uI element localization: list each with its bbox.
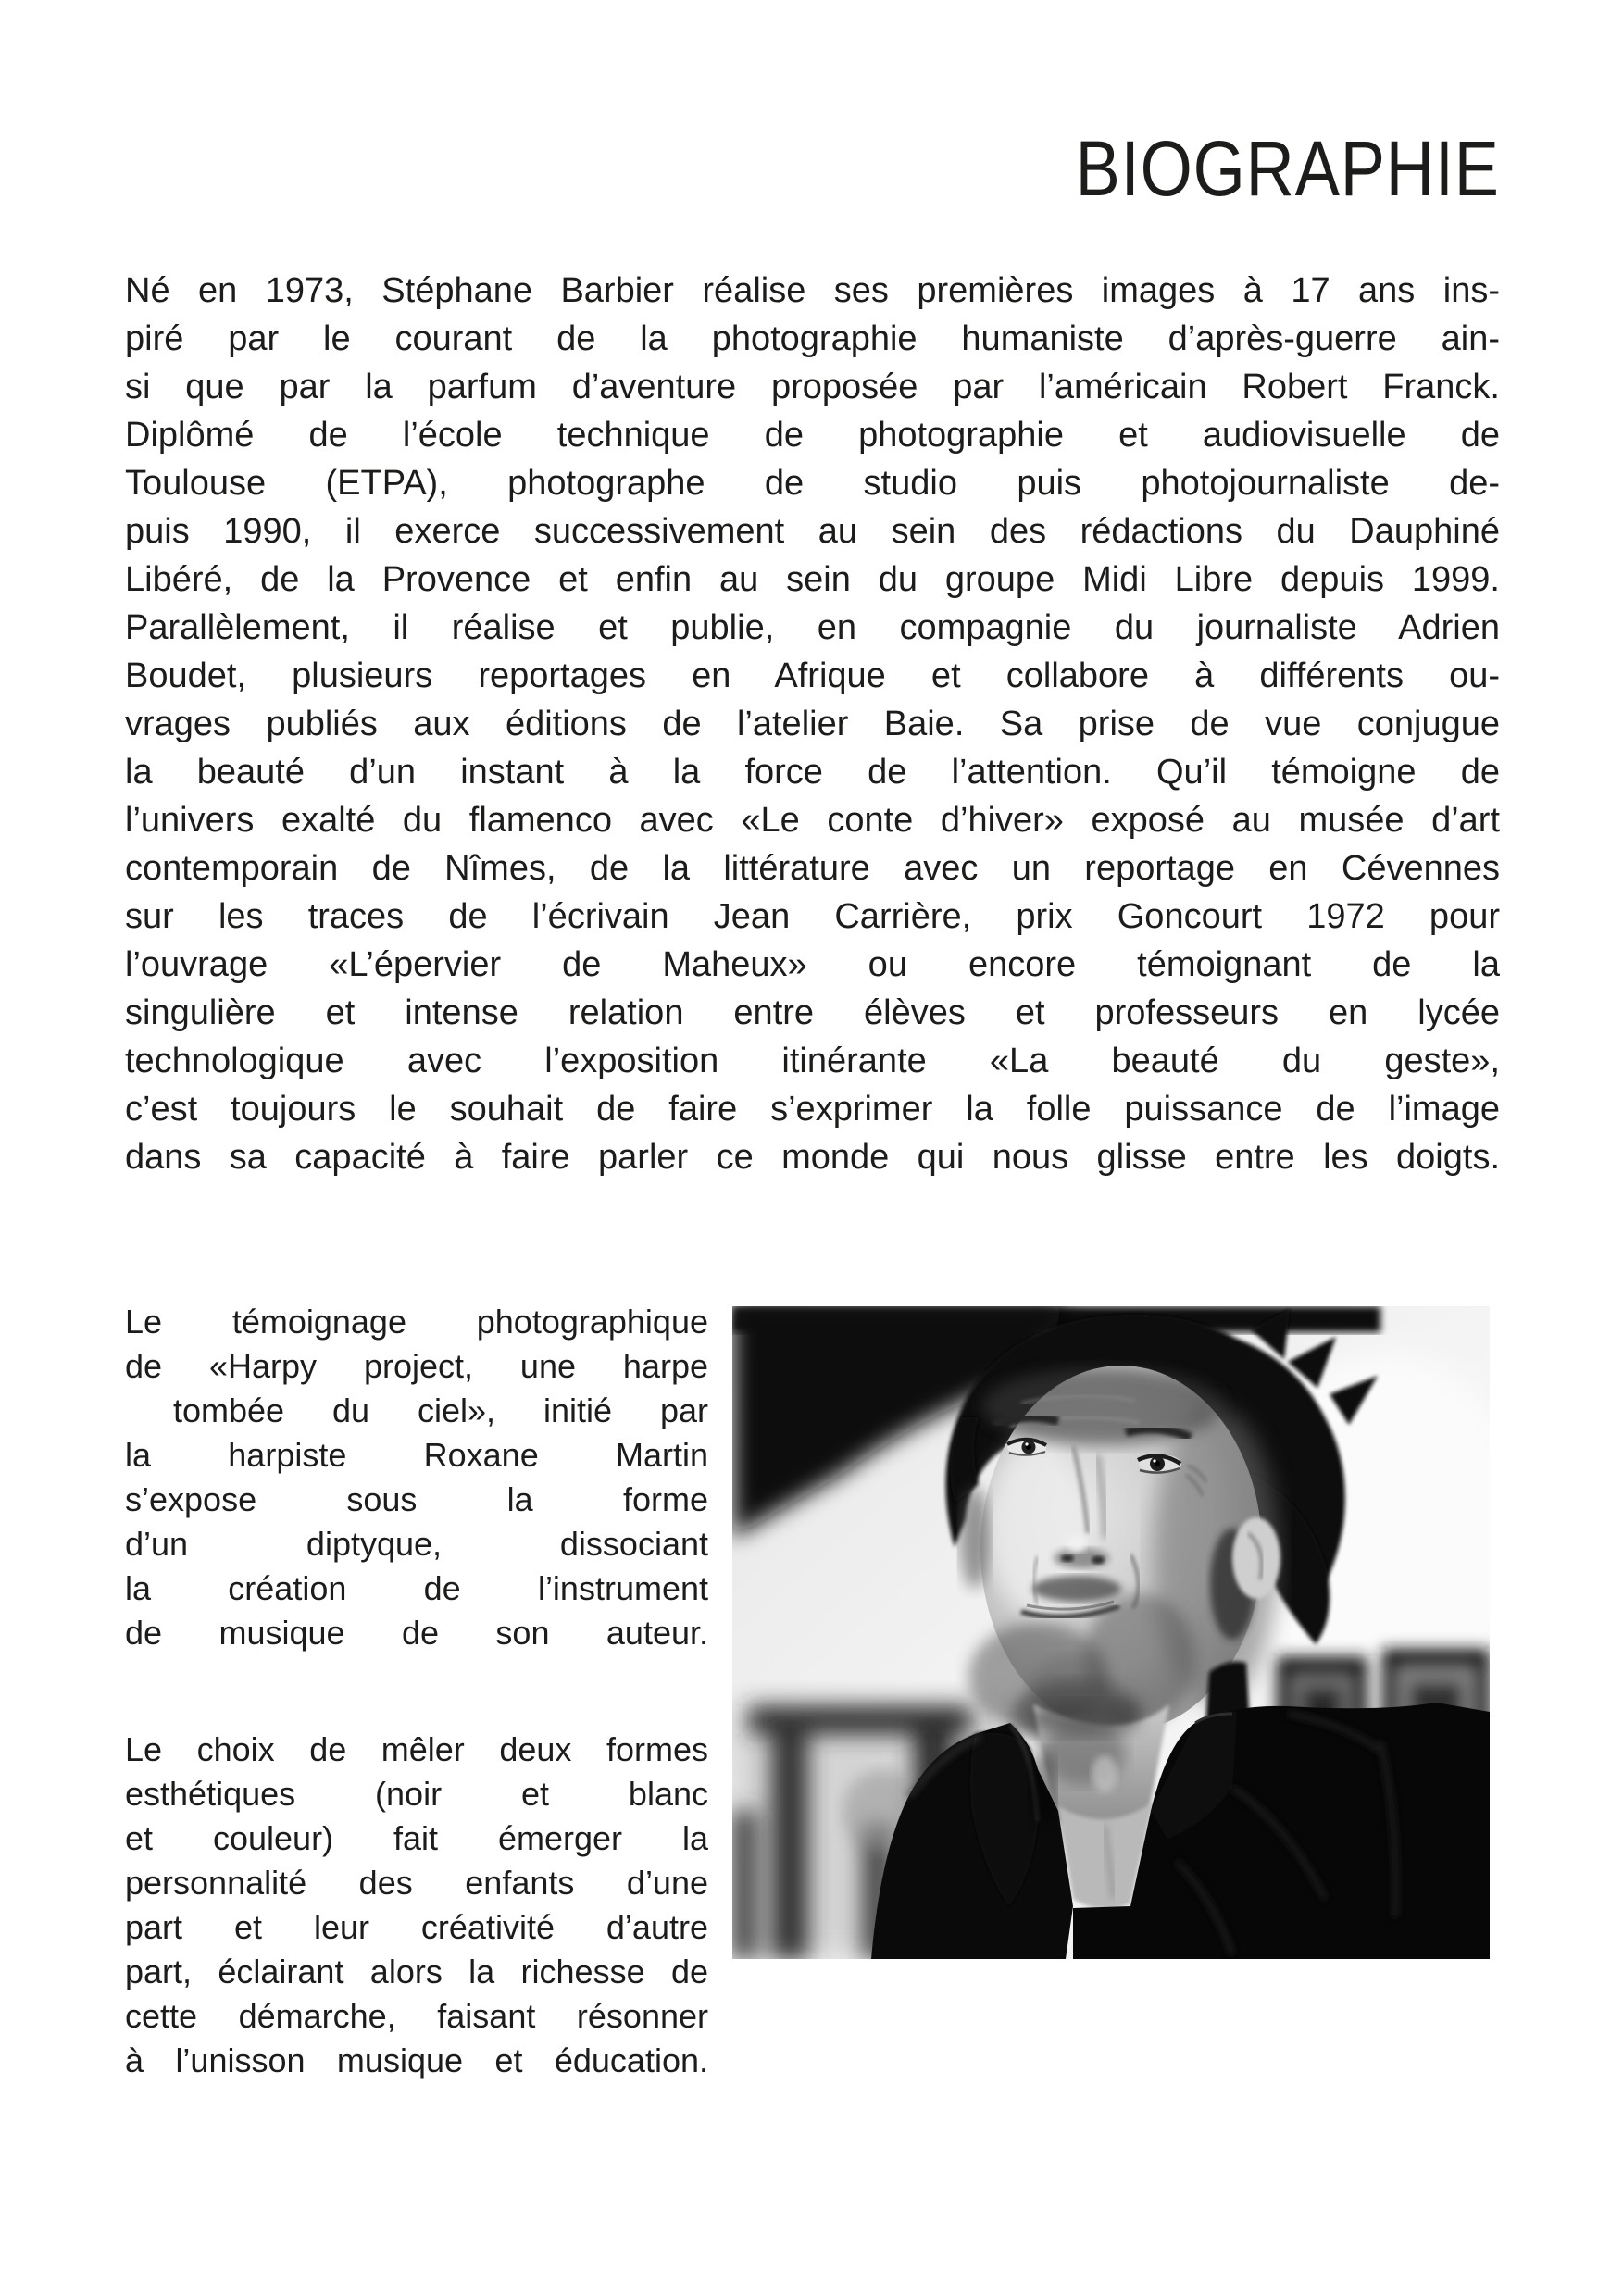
text-line: Boudet, plusieurs reportages en Afrique et collabore à différents ou- <box>125 656 1500 695</box>
text-line: s’expose sous la forme <box>125 1480 708 1518</box>
text-line: d’un diptyque, dissociant <box>125 1525 708 1563</box>
harpy-project-paragraph <box>125 1300 708 1655</box>
text-line: à l’unisson musique et éducation. <box>125 2041 708 2079</box>
text-line: l’ouvrage «L’épervier de Maheux» ou encore témoignant de la <box>125 945 1500 984</box>
portrait-photo-graphic <box>732 1306 1490 1959</box>
text-line: technologique avec l’exposition itinérante «La beauté du geste», <box>125 1042 1500 1080</box>
text-line: l’univers exalté du flamenco avec «Le conte d’hiver» exposé au musée d’art <box>125 801 1500 840</box>
text-line: c’est toujours le souhait de faire s’exprimer la folle puissance de l’image <box>125 1090 1500 1129</box>
text-line: dans sa capacité à faire parler ce monde qui nous glisse entre les doigts. <box>125 1138 1500 1177</box>
text-line: Diplômé de l’école technique de photographie et audiovisuelle de <box>125 416 1500 455</box>
left-column <box>125 1300 708 2083</box>
two-forms-paragraph <box>125 1728 708 2083</box>
text-line: Parallèlement, il réalise et publie, en compagnie du journaliste Adrien <box>125 608 1500 647</box>
text-line: cette démarche, faisant résonner <box>125 1997 708 2035</box>
text-line: Le témoignage photographique <box>125 1303 708 1341</box>
text-line: la création de l’instrument <box>125 1569 708 1607</box>
text-line: la harpiste Roxane Martin <box>125 1436 708 1474</box>
text-line: Libéré, de la Provence et enfin au sein du groupe Midi Libre depuis 1999. <box>125 560 1500 599</box>
text-line: de «Harpy project, une harpe <box>125 1347 708 1385</box>
text-line: piré par le courant de la photographie humaniste d’après-guerre ain- <box>125 319 1500 358</box>
page-title: BIOGRAPHIE <box>1075 125 1500 212</box>
text-line: Le choix de mêler deux formes <box>125 1730 708 1768</box>
bio-paragraph <box>125 267 1500 1181</box>
text-line: si que par la parfum d’aventure proposée par l’américain Robert Franck. <box>125 368 1500 406</box>
text-line: part et leur créativité d’autre <box>125 1908 708 1946</box>
text-line: la beauté d’un instant à la force de l’attention. Qu’il témoigne de <box>125 753 1500 792</box>
text-line: Né en 1973, Stéphane Barbier réalise ses premières images à 17 ans ins- <box>125 271 1500 310</box>
text-line: de musique de son auteur. <box>125 1614 708 1652</box>
text-line: puis 1990, il exerce successivement au sein des rédactions du Dauphiné <box>125 512 1500 551</box>
text-line: et couleur) fait émerger la <box>125 1819 708 1857</box>
text-line: contemporain de Nîmes, de la littérature avec un reportage en Cévennes <box>125 849 1500 888</box>
text-line: sur les traces de l’écrivain Jean Carrière, prix Goncourt 1972 pour <box>125 897 1500 936</box>
text-line: esthétiques (noir et blanc <box>125 1775 708 1813</box>
text-line: vrages publiés aux éditions de l’atelier Baie. Sa prise de vue conjugue <box>125 705 1500 743</box>
text-line: personnalité des enfants d’une <box>125 1864 708 1902</box>
portrait-photo <box>732 1306 1490 1959</box>
text-line: singulière et intense relation entre élèves et professeurs en lycée <box>125 993 1500 1032</box>
text-line: tombée du ciel», initié par <box>125 1391 708 1429</box>
text-line: Toulouse (ETPA), photographe de studio puis photojournaliste de- <box>125 464 1500 503</box>
text-line: part, éclairant alors la richesse de <box>125 1953 708 1990</box>
